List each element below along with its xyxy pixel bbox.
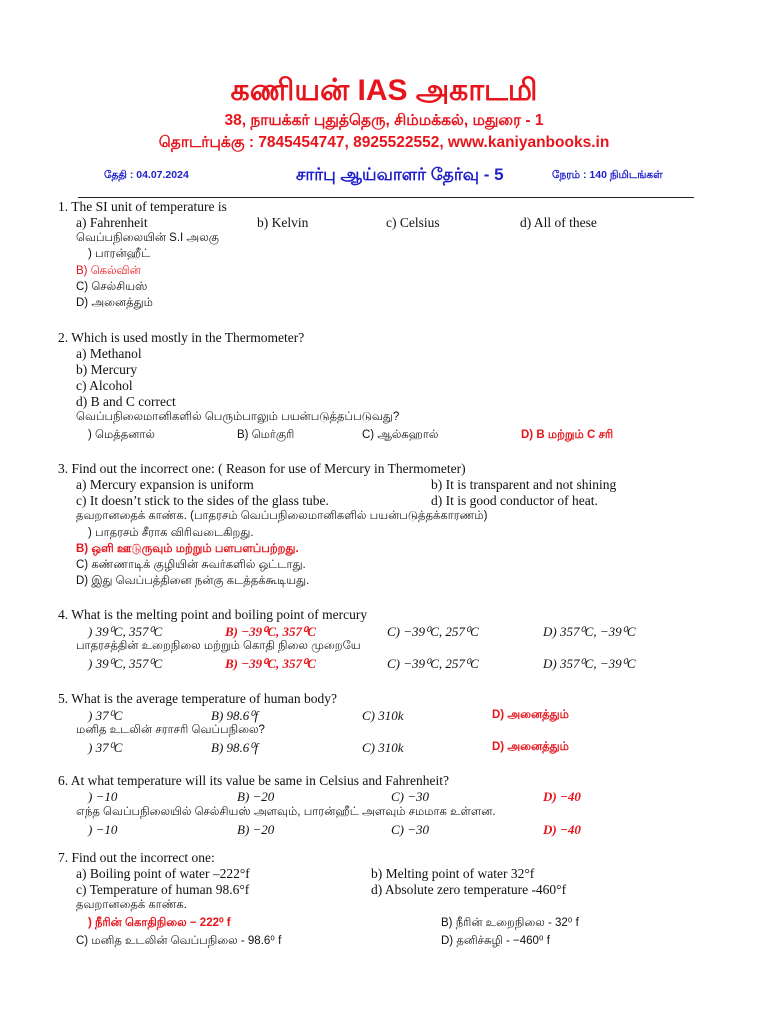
q2-tamil-option-b: B) மெர்குரி <box>237 429 295 441</box>
q5-option-c: C) 310k <box>362 708 404 723</box>
q6-tamil-question: எந்த வெப்பநிலையில் செல்சியஸ் அளவும், பாரன்ஹீட் அளவும் சமமாக உள்ளன. <box>76 806 496 818</box>
q4-tamil-option-b-answer: B) −39⁰C, 357⁰C <box>225 656 316 671</box>
header-divider <box>78 197 694 198</box>
q4-option-b-answer: B) −39⁰C, 357⁰C <box>225 624 316 639</box>
q7-option-c: c) Temperature of human 98.6°f <box>76 882 250 897</box>
q4-question: 4. What is the melting point and boiling point of mercury <box>58 607 368 622</box>
q7-option-a: a) Boiling point of water –222°f <box>76 866 250 881</box>
q1-tamil-option-c: C) செல்சியஸ் <box>76 281 148 293</box>
q6-option-c: C) −30 <box>391 789 430 804</box>
q3-tamil-question: தவறானதைக் காண்க. (பாதரசம் வெப்பநிலைமானிகளில் பயன்படுத்தக்காரணம்) <box>76 510 488 522</box>
q2-question: 2. Which is used mostly in the Thermometer? <box>58 330 305 345</box>
q5-tamil-option-a: ) 37⁰C <box>88 740 123 755</box>
q5-tamil-option-b: B) 98.6⁰f <box>211 740 259 755</box>
q6-tamil-option-c: C) −30 <box>391 822 430 837</box>
q6-tamil-option-a: ) −10 <box>88 822 118 837</box>
q3-option-d: d) It is good conductor of heat. <box>431 493 598 508</box>
q2-tamil-option-d-answer: D) B மற்றும் C சரி <box>521 429 614 441</box>
q3-option-a: a) Mercury expansion is uniform <box>76 477 254 492</box>
q4-tamil-question: பாதரசத்தின் உறைநிலை மற்றும் கொதி நிலை முறையே <box>76 640 361 652</box>
q1-option-b: b) Kelvin <box>257 215 309 230</box>
q2-option-c: c) Alcohol <box>76 378 133 393</box>
q5-question: 5. What is the average temperature of human body? <box>58 691 338 706</box>
q3-tamil-option-b-answer: B) ஒளி ஊடுருவும் மற்றும் பளபளப்பற்றது. <box>76 543 299 555</box>
q4-option-c: C) −39⁰C, 257⁰C <box>387 624 479 639</box>
q4-tamil-option-d: D) 357⁰C, −39⁰C <box>543 656 636 671</box>
q7-tamil-question: தவறானதைக் காண்க. <box>76 899 187 911</box>
q5-tamil-option-d-answer: D) அனைத்தும் <box>492 741 569 753</box>
q7-option-d: d) Absolute zero temperature -460°f <box>371 882 567 897</box>
q6-option-a: ) −10 <box>88 789 118 804</box>
q4-tamil-option-c: C) −39⁰C, 257⁰C <box>387 656 479 671</box>
q5-option-d-answer: D) அனைத்தும் <box>492 709 569 721</box>
q1-question: 1. The SI unit of temperature is <box>58 199 227 214</box>
q5-option-b: B) 98.6⁰f <box>211 708 259 723</box>
page-title: கணியன் IAS அகாடமி <box>230 74 538 107</box>
exam-title: சார்பு ஆய்வாளர் தேர்வு - 5 <box>296 165 504 184</box>
q1-option-a: a) Fahrenheit <box>76 215 148 230</box>
q7-option-b: b) Melting point of water 32°f <box>371 866 535 881</box>
address-line: 38, நாயக்கர் புதுத்தெரு, சிம்மக்கல், மதுரை - 1 <box>224 112 544 129</box>
exam-date: தேதி : 04.07.2024 <box>104 169 189 181</box>
q1-option-c: c) Celsius <box>386 215 440 230</box>
q1-tamil-option-d: D) அனைத்தும் <box>76 297 153 309</box>
q2-tamil-option-a: ) மெத்தனால் <box>88 429 155 441</box>
q3-question: 3. Find out the incorrect one: ( Reason for use of Mercury in Thermometer) <box>58 461 466 476</box>
q7-tamil-option-b: B) நீரின் உறைநிலை - 32⁰ f <box>441 917 579 929</box>
q2-tamil-option-c: C) ஆல்கஹால் <box>362 429 439 441</box>
q7-tamil-option-c: C) மனித உடலின் வெப்பநிலை - 98.6⁰ f <box>76 935 282 947</box>
q6-question: 6. At what temperature will its value be same in Celsius and Fahrenheit? <box>58 773 450 788</box>
q6-tamil-option-b: B) −20 <box>237 822 275 837</box>
q2-option-d: d) B and C correct <box>76 394 176 409</box>
q1-tamil-question: வெப்பநிலையின் S.I அலகு <box>76 232 219 244</box>
q3-tamil-option-a: ) பாதரசம் சீராக விரிவடைகிறது. <box>88 527 254 539</box>
q2-tamil-question: வெப்பநிலைமானிகளில் பெரும்பாலும் பயன்படுத்தப்படுவது? <box>76 411 400 423</box>
q2-option-a: a) Methanol <box>76 346 142 361</box>
q4-option-a: ) 39⁰C, 357⁰C <box>88 624 163 639</box>
q2-option-b: b) Mercury <box>76 362 138 377</box>
q5-option-a: ) 37⁰C <box>88 708 123 723</box>
q7-tamil-option-d: D) தனிச்சுழி - −460⁰ f <box>441 935 550 947</box>
q6-option-d-answer: D) −40 <box>543 789 581 804</box>
q4-option-d: D) 357⁰C, −39⁰C <box>543 624 636 639</box>
q7-question: 7. Find out the incorrect one: <box>58 850 215 865</box>
q3-tamil-option-d: D) இது வெப்பத்தினை நன்கு கடத்தக்கூடியது. <box>76 575 310 587</box>
q5-tamil-option-c: C) 310k <box>362 740 404 755</box>
q4-tamil-option-a: ) 39⁰C, 357⁰C <box>88 656 163 671</box>
q6-tamil-option-d-answer: D) −40 <box>543 822 581 837</box>
contact-line: தொடர்புக்கு : 7845454747, 8925522552, www.kaniyanbooks.in <box>158 134 610 151</box>
q5-tamil-question: மனித உடலின் சராசரி வெப்பநிலை? <box>76 724 265 736</box>
exam-duration: நேரம் : 140 நிமிடங்கள் <box>552 169 663 181</box>
q1-tamil-option-a: ) பாரன்ஹீட் <box>88 248 151 260</box>
q1-option-d: d) All of these <box>520 215 597 230</box>
q1-tamil-option-b-answer: B) கெல்வின் <box>76 265 141 277</box>
q6-option-b: B) −20 <box>237 789 275 804</box>
q3-tamil-option-c: C) கண்ணாடிக் குழியின் சுவர்களில் ஒட்டாது. <box>76 559 306 571</box>
q3-option-b: b) It is transparent and not shining <box>431 477 617 492</box>
q7-tamil-option-a-answer: ) நீரின் கொதிநிலை − 222⁰ f <box>88 917 231 929</box>
q3-option-c: c) It doesn’t stick to the sides of the glass tube. <box>76 493 329 508</box>
